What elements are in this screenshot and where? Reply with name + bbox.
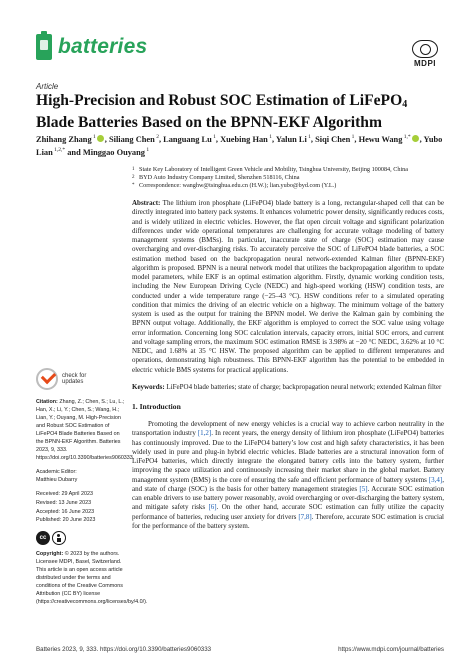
article-type: Article [36, 82, 59, 91]
author-separator: and [65, 147, 83, 157]
battery-icon [36, 34, 52, 60]
title-text-1: High-Precision and Robust SOC Estimation of LiFePO [36, 92, 403, 109]
article-sidebar [36, 398, 148, 612]
check-for-updates-button[interactable] [36, 368, 86, 390]
introduction-paragraph [132, 420, 444, 531]
author-name: Siliang Chen [108, 134, 155, 144]
footer-citation[interactable]: Batteries 2023, 9, 333. https://doi.org/10.3390/batteries9060333 [36, 646, 212, 653]
citation-label: Citation: [36, 399, 58, 405]
abstract [132, 199, 444, 375]
publisher-logo-text: MDPI [414, 59, 436, 68]
author-affiliation-marker: 1 [306, 134, 311, 140]
author-affiliation-marker: 1,2,* [52, 146, 66, 153]
date-revised: Revised: 13 June 2023 [36, 499, 92, 506]
publication-dates [36, 490, 128, 525]
affiliation [132, 174, 444, 182]
author-name: Minggao Ouyang [82, 147, 145, 157]
author-separator: , [271, 134, 276, 144]
editor-name: Matthieu Dubarry [36, 477, 78, 483]
affiliation-number: 1 [132, 167, 135, 172]
author-name: Yubo Lian [36, 134, 443, 157]
section-heading: 1. Introduction [132, 402, 181, 411]
intro-text: Promoting the development of new energy vehicles is a crucial way to achieve carbon neutrality in the transportation industry [132, 420, 444, 438]
author-name: Siqi Chen [315, 134, 351, 144]
main-column [132, 166, 444, 531]
citation-block [36, 398, 133, 462]
author-separator: , [310, 134, 316, 144]
author-separator: , [354, 134, 359, 144]
author-affiliation-marker: 2 [154, 134, 159, 140]
author-separator: , [215, 134, 221, 144]
check-updates-line: updates [62, 379, 84, 385]
author-affiliation-marker: 1 [211, 134, 216, 140]
title-subscript: 4 [402, 99, 408, 110]
journal-logo[interactable] [36, 34, 147, 60]
abstract-label: Abstract: [132, 199, 161, 207]
intro-text: . Therefore, accurate SOC estimation is crucial for the performance of the battery system. [132, 512, 444, 530]
author-name: Languang Lu [163, 134, 212, 144]
author[interactable] [83, 148, 149, 157]
author-list [36, 132, 446, 158]
author[interactable] [220, 135, 272, 144]
author[interactable] [109, 135, 159, 144]
publisher-logo[interactable] [412, 40, 438, 68]
copyright-text: © 2023 by the authors. Licensee MDPI, Basel, Switzerland. This article is an open access article distributed under the terms and conditions of the Creative Commons Attribution (CC BY) license (https://creativecommons.org/licenses/by/4.0/). [36, 551, 148, 606]
copyright-notice [36, 550, 148, 606]
date-received: Received: 29 April 2023 [36, 491, 93, 497]
author-name: Zhihang Zhang [36, 134, 92, 144]
date-accepted: Accepted: 16 June 2023 [36, 508, 95, 515]
author-separator: , [419, 134, 424, 144]
footer-journal-url[interactable]: https://www.mdpi.com/journal/batteries [338, 646, 444, 653]
copyright-label: Copyright: [36, 551, 64, 558]
citation-link[interactable]: [5] [359, 484, 368, 493]
author-affiliation-marker: 1 [91, 134, 96, 140]
keywords-text: LiFePO4 blade batteries; state of charge; backpropagation neural network; extended Kalman filter [166, 382, 442, 391]
academic-editor [36, 468, 128, 484]
author[interactable] [359, 135, 420, 144]
affiliations [132, 166, 444, 190]
intro-text: , and state of charge (SOC) is the basis for other battery management strategies [132, 475, 444, 493]
intro-text: . On the other hand, accurate SOC estimation can fully utilize the capacity performance of batteries, reducing user anxiety for drivers [132, 503, 445, 521]
date-published: Published: 20 June 2023 [36, 517, 96, 524]
citation-text: Zhang, Z.; Chen, S.; Lu, L.; Han, X.; Li, Y.; Chen, S.; Wang, H.; Lian, Y.; Ouyang, M. High-Precision and Robust SOC Estimation of LiFePO4 Blade Batteries Based on the BPNN-EKF Algorithm. Batteries 2023, 9, 333. https://doi.org/10.3390/batteries9060333 [36, 399, 133, 461]
author[interactable] [36, 135, 105, 144]
article-title [36, 92, 446, 132]
intro-text: . In recent years, the energy density of lithium iron phosphate (LiFePO4) batteries has continuously improved. Due to the LiFePO4 battery’s low cost and high safety characteristics, it has been widely used in pure and plug-in hybrid electric vehicles. Blade batteries are a structural innovation form of LiFePO4 batteries, which directly integrate the elongated battery cells into the battery system, further improving the space utilization and continuously increasing their market share in the global market. Battery management system (BMS) is the core of ensuring the safe and efficient performance of battery systems [132, 429, 444, 484]
cc-license-badge[interactable] [36, 531, 128, 545]
correspondence [132, 182, 444, 190]
author-affiliation-marker: 1 [144, 146, 150, 153]
editor-label: Academic Editor: [36, 469, 77, 475]
author-separator: , [104, 134, 109, 144]
correspondence-text: Correspondence: wanghw@tsinghua.edu.cn (H.W.); lian.yubo@byd.com (Y.L.) [139, 182, 337, 189]
orcid-icon[interactable] [97, 135, 104, 142]
check-updates-label [62, 373, 86, 386]
author-name: Hewu Wang [358, 134, 403, 144]
cc-icon: cc [36, 531, 50, 545]
citation-link[interactable]: [7,8] [298, 512, 312, 521]
intro-text: . Accurate SOC estimation can enable drivers to use battery power reasonably, avoid overcharging or over-discharging the battery system, and mitigate safety risks [132, 484, 445, 512]
affiliation-text: BYD Auto Industry Company Limited, Shenzhen 518116, China [139, 174, 300, 181]
abstract-text: The lithium iron phosphate (LiFePO4) blade battery is a long, rectangular-shaped cell that can be directly integrated into battery pack systems. It enhances volumetric power density, significantly reduces costs, and is widely utilized in electric vehicles. However, the flat open circuit voltage and significant polarization differences under wide operational temperatures are challenging for accurate voltage modeling of battery management systems (BMSs). In particular, inaccurate state of charge (SOC) estimation may cause overcharging and over-discharging risks. To accurately perceive the SOC of LiFePO4 blade batteries, a SOC estimation method based on the backpropagation neural network-extended Kalman filter (BPNN-EKF) algorithm is proposed. BPNN is a neural network model that utilizes the backpropagation algorithm to update model parameters, while EKF is an optimal estimation algorithm. Firstly, dynamic working condition tests, including the New European Driving Cycle (NEDC) and high-speed working (HSW) condition tests, are conducted under a wide temperature range (−25–43 °C). HSW conditions refer to a simulated operating condition that mimics the driving of an electric vehicle on a highway. The minimum voltage of the battery system is used as the output for training the BPNN model. We derive the Kalman gain by combining the BPNN output voltage. Additionally, the EKF algorithm is employed to correct the SOC value using voltage error information. Concerning long SOC calculation intervals, capacity errors, initial SOC errors, and current and voltage sampling errors, the maximum SOC estimation RMSE is 3.98% at −20 °C NEDC, 3.62% at 10 °C NEDC, and 1.68% at 35 °C HSW. The proposed algorithm can be applied to different temperatures and operations, demonstrating high robustness. This BPNN-EKF algorithm has the potential to be embedded in electric vehicle BMS systems for practical applications. [132, 199, 444, 374]
citation-link[interactable]: [3,4] [428, 475, 443, 484]
author-affiliation-marker: 1,* [402, 134, 411, 140]
mdpi-logo-icon [412, 40, 438, 58]
check-updates-icon [36, 368, 58, 390]
author[interactable] [315, 135, 354, 144]
affiliation [132, 166, 444, 174]
author[interactable] [163, 135, 216, 144]
page-footer [36, 646, 444, 653]
citation-link[interactable]: [6] [208, 503, 217, 512]
affiliation-number: 2 [132, 175, 135, 180]
author-name: Xuebing Han [220, 134, 268, 144]
affiliation-text: State Key Laboratory of Intelligent Green Vehicle and Mobility, Tsinghua University, Beijing 100084, China [139, 166, 409, 173]
author-affiliation-marker: 1 [350, 134, 355, 140]
author-affiliation-marker: 1 [267, 134, 272, 140]
orcid-icon[interactable] [412, 135, 419, 142]
keywords [132, 383, 444, 392]
attribution-icon [52, 531, 66, 545]
author[interactable] [276, 135, 311, 144]
author-name: Yalun Li [275, 134, 307, 144]
check-updates-line: check for [62, 372, 87, 379]
affiliation-number: * [132, 183, 135, 188]
author-separator: , [158, 134, 164, 144]
citation-link[interactable]: [1,2] [197, 429, 212, 438]
title-text-2: Blade Batteries Based on the BPNN-EKF Algorithm [36, 114, 382, 131]
journal-name: batteries [58, 35, 148, 58]
keywords-label: Keywords: [132, 382, 165, 391]
